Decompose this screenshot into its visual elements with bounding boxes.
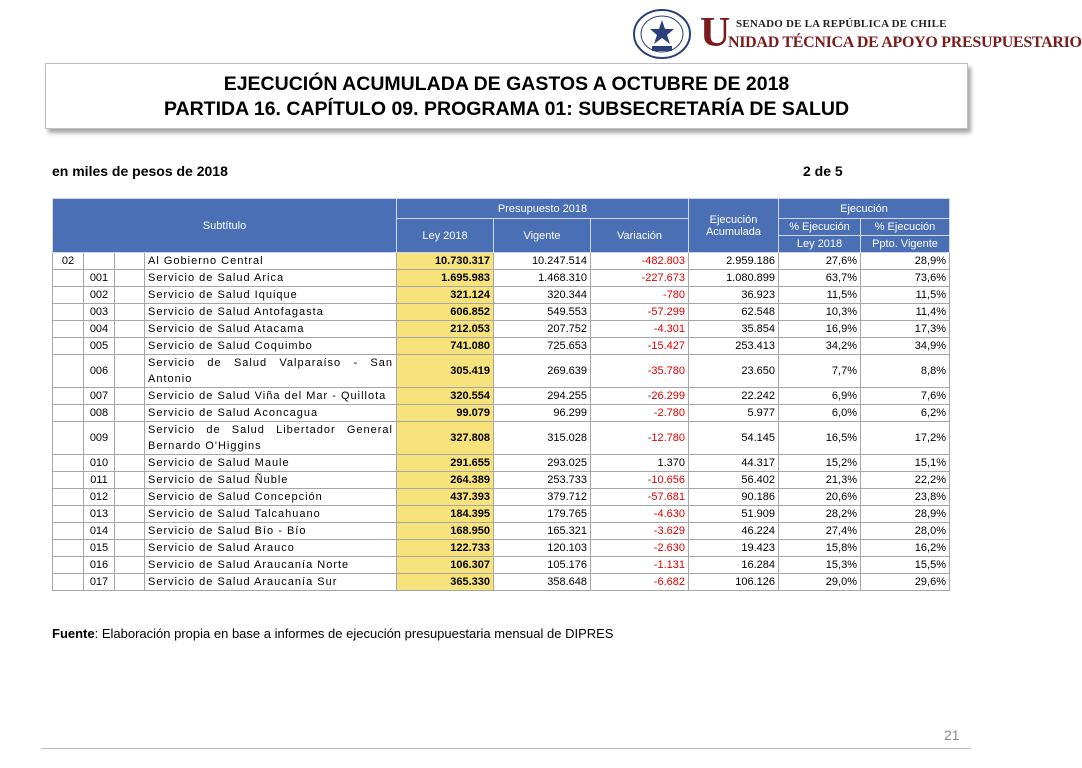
row-ejecucion: 62.548 [689, 304, 779, 321]
row-code: 010 [84, 455, 115, 472]
row-variacion: -2.780 [591, 405, 689, 422]
row-level [53, 574, 84, 591]
row-code: 008 [84, 405, 115, 422]
row-pct-vigente: 28,9% [861, 253, 950, 270]
row-pct-ley: 7,7% [779, 355, 861, 388]
row-spacer [115, 422, 145, 455]
page-subtitle: PARTIDA 16. CAPÍTULO 09. PROGRAMA 01: SUBSECRETARÍA DE SALUD [163, 98, 850, 120]
row-ejecucion: 22.242 [689, 388, 779, 405]
table-row [53, 557, 950, 574]
row-pct-vigente: 17,3% [861, 321, 950, 338]
senate-logo [632, 8, 1082, 58]
row-name: Servicio de Salud Talcahuano [145, 506, 397, 523]
row-ejecucion: 36.923 [689, 287, 779, 304]
row-ejecucion: 90.186 [689, 489, 779, 506]
row-vigente: 1.468.310 [494, 270, 591, 287]
row-level [53, 472, 84, 489]
row-pct-ley: 27,6% [779, 253, 861, 270]
row-variacion: -35.780 [591, 355, 689, 388]
row-level [53, 557, 84, 574]
row-pct-vigente: 29,6% [861, 574, 950, 591]
row-variacion: -26.299 [591, 388, 689, 405]
row-ley: 1.695.983 [397, 270, 494, 287]
row-spacer [115, 455, 145, 472]
table-row [53, 405, 950, 422]
row-ley: 212.053 [397, 321, 494, 338]
row-ejecucion: 51.909 [689, 506, 779, 523]
row-ejecucion: 44.317 [689, 455, 779, 472]
row-ejecucion: 56.402 [689, 472, 779, 489]
row-code: 004 [84, 321, 115, 338]
row-pct-ley: 15,8% [779, 540, 861, 557]
row-name: Servicio de Salud Viña del Mar - Quillota [145, 388, 397, 405]
row-spacer [115, 506, 145, 523]
budget-table [52, 198, 950, 591]
row-vigente: 105.176 [494, 557, 591, 574]
row-name: Servicio de Salud Atacama [145, 321, 397, 338]
table-row [53, 422, 950, 455]
row-variacion: -4.630 [591, 506, 689, 523]
logo-unidad-text: NIDAD TÉCNICA DE APOYO PRESUPUESTARIO [728, 34, 1082, 51]
units-label: en miles de pesos de 2018 [52, 163, 228, 179]
row-name: Servicio de Salud Bío - Bío [145, 523, 397, 540]
table-row [53, 506, 950, 523]
row-vigente: 179.765 [494, 506, 591, 523]
row-vigente: 165.321 [494, 523, 591, 540]
row-spacer [115, 253, 145, 270]
row-level: 02 [53, 253, 84, 270]
row-ejecucion: 35.854 [689, 321, 779, 338]
row-name: Servicio de Salud Aconcagua [145, 405, 397, 422]
row-code: 013 [84, 506, 115, 523]
row-pct-vigente: 11,5% [861, 287, 950, 304]
row-pct-vigente: 15,1% [861, 455, 950, 472]
row-vigente: 294.255 [494, 388, 591, 405]
table-row [53, 455, 950, 472]
row-variacion: -15.427 [591, 338, 689, 355]
page-number: 21 [944, 727, 960, 743]
row-vigente: 725.653 [494, 338, 591, 355]
row-code: 003 [84, 304, 115, 321]
row-pct-vigente: 7,6% [861, 388, 950, 405]
row-pct-ley: 21,3% [779, 472, 861, 489]
row-pct-vigente: 6,2% [861, 405, 950, 422]
row-pct-ley: 10,3% [779, 304, 861, 321]
row-vigente: 10.247.514 [494, 253, 591, 270]
table-row [53, 489, 950, 506]
row-vigente: 120.103 [494, 540, 591, 557]
row-level [53, 405, 84, 422]
row-name: Servicio de Salud Concepción [145, 489, 397, 506]
row-variacion: -57.299 [591, 304, 689, 321]
page-title: EJECUCIÓN ACUMULADA DE GASTOS A OCTUBRE DE 2018 [223, 73, 790, 95]
row-pct-vigente: 23,8% [861, 489, 950, 506]
row-ley: 321.124 [397, 287, 494, 304]
table-row [53, 523, 950, 540]
row-pct-vigente: 34,9% [861, 338, 950, 355]
row-spacer [115, 540, 145, 557]
row-spacer [115, 405, 145, 422]
row-variacion: -6.682 [591, 574, 689, 591]
row-ley: 741.080 [397, 338, 494, 355]
row-ejecucion: 253.413 [689, 338, 779, 355]
row-level [53, 388, 84, 405]
row-ejecucion: 16.284 [689, 557, 779, 574]
row-vigente: 358.648 [494, 574, 591, 591]
table-row [53, 338, 950, 355]
row-variacion: -227.673 [591, 270, 689, 287]
row-variacion: -12.780 [591, 422, 689, 455]
table-row [53, 388, 950, 405]
row-ley: 99.079 [397, 405, 494, 422]
row-variacion: -482.803 [591, 253, 689, 270]
row-ley: 437.393 [397, 489, 494, 506]
row-level [53, 422, 84, 455]
row-code: 011 [84, 472, 115, 489]
row-spacer [115, 355, 145, 388]
row-ejecucion: 5.977 [689, 405, 779, 422]
row-pct-ley: 11,5% [779, 287, 861, 304]
row-ejecucion: 46.224 [689, 523, 779, 540]
row-ejecucion: 23.650 [689, 355, 779, 388]
page-of-label: 2 de 5 [803, 163, 843, 179]
row-variacion: -780 [591, 287, 689, 304]
header-pct-ley-line1: % Ejecución [779, 219, 861, 236]
row-variacion: -4.301 [591, 321, 689, 338]
row-variacion: 1.370 [591, 455, 689, 472]
row-vigente: 379.712 [494, 489, 591, 506]
footer-divider [41, 748, 971, 749]
row-pct-ley: 20,6% [779, 489, 861, 506]
row-code: 012 [84, 489, 115, 506]
title-box [45, 63, 968, 129]
row-spacer [115, 287, 145, 304]
row-pct-ley: 27,4% [779, 523, 861, 540]
row-ley: 264.389 [397, 472, 494, 489]
row-name: Servicio de Salud Antofagasta [145, 304, 397, 321]
row-name: Servicio de Salud Maule [145, 455, 397, 472]
source-label: Fuente [52, 626, 95, 641]
header-pct-vig-line2: Ppto. Vigente [861, 236, 950, 253]
row-pct-ley: 15,2% [779, 455, 861, 472]
row-pct-vigente: 16,2% [861, 540, 950, 557]
header-ejec-acum-line1: Ejecución [709, 213, 758, 226]
row-variacion: -10.656 [591, 472, 689, 489]
source-text: : Elaboración propia en base a informes de ejecución presupuestaria mensual de DIPRES [94, 626, 614, 641]
senate-seal-icon [632, 8, 692, 60]
row-spacer [115, 489, 145, 506]
row-code: 002 [84, 287, 115, 304]
table-row [53, 355, 950, 388]
row-level [53, 455, 84, 472]
row-pct-ley: 16,5% [779, 422, 861, 455]
row-code [84, 253, 115, 270]
row-pct-ley: 6,0% [779, 405, 861, 422]
row-variacion: -3.629 [591, 523, 689, 540]
row-vigente: 207.752 [494, 321, 591, 338]
row-code: 015 [84, 540, 115, 557]
header-ley: Ley 2018 [397, 219, 494, 253]
source-note [52, 626, 613, 641]
row-ejecucion: 2.959.186 [689, 253, 779, 270]
row-vigente: 293.025 [494, 455, 591, 472]
row-level [53, 540, 84, 557]
row-name: Servicio de Salud Coquimbo [145, 338, 397, 355]
table-row [53, 304, 950, 321]
row-ejecucion: 54.145 [689, 422, 779, 455]
row-pct-vigente: 28,0% [861, 523, 950, 540]
header-pct-ley-line2: Ley 2018 [779, 236, 861, 253]
row-level [53, 338, 84, 355]
header-subtitulo: Subtítulo [53, 199, 397, 253]
row-ley: 320.554 [397, 388, 494, 405]
table-row [53, 287, 950, 304]
row-name: Servicio de Salud Valparaíso - San Antonio [145, 355, 397, 388]
row-variacion: -2.630 [591, 540, 689, 557]
row-ejecucion: 19.423 [689, 540, 779, 557]
row-code: 016 [84, 557, 115, 574]
header-variacion: Variación [591, 219, 689, 253]
row-ley: 291.655 [397, 455, 494, 472]
row-pct-ley: 6,9% [779, 388, 861, 405]
row-variacion: -57.681 [591, 489, 689, 506]
row-name: Servicio de Salud Arica [145, 270, 397, 287]
row-level [53, 304, 84, 321]
row-ley: 168.950 [397, 523, 494, 540]
row-ley: 122.733 [397, 540, 494, 557]
row-ley: 606.852 [397, 304, 494, 321]
row-vigente: 315.028 [494, 422, 591, 455]
row-spacer [115, 304, 145, 321]
row-ejecucion: 106.126 [689, 574, 779, 591]
header-ejecucion-acumulada [689, 199, 779, 253]
row-pct-vigente: 73,6% [861, 270, 950, 287]
row-pct-vigente: 17,2% [861, 422, 950, 455]
row-ley: 365.330 [397, 574, 494, 591]
row-vigente: 549.553 [494, 304, 591, 321]
row-ley: 10.730.317 [397, 253, 494, 270]
row-pct-ley: 34,2% [779, 338, 861, 355]
row-vigente: 320.344 [494, 287, 591, 304]
table-row [53, 574, 950, 591]
row-spacer [115, 523, 145, 540]
header-vigente: Vigente [494, 219, 591, 253]
row-name: Servicio de Salud Libertador General Bernardo O'Higgins [145, 422, 397, 455]
row-code: 014 [84, 523, 115, 540]
row-spacer [115, 321, 145, 338]
row-code: 017 [84, 574, 115, 591]
table-row [53, 472, 950, 489]
row-level [53, 355, 84, 388]
logo-big-letter: U [700, 10, 731, 56]
row-code: 006 [84, 355, 115, 388]
row-level [53, 489, 84, 506]
row-name: Servicio de Salud Iquique [145, 287, 397, 304]
row-spacer [115, 388, 145, 405]
row-level [53, 287, 84, 304]
row-level [53, 270, 84, 287]
row-vigente: 269.639 [494, 355, 591, 388]
header-ejec-acum-line2: Acumulada [705, 225, 762, 238]
row-spacer [115, 472, 145, 489]
table-row [53, 253, 950, 270]
header-ejecucion-group: Ejecución [779, 199, 950, 219]
table-row [53, 270, 950, 287]
row-spacer [115, 557, 145, 574]
header-pct-vig-line1: % Ejecución [861, 219, 950, 236]
row-pct-vigente: 11,4% [861, 304, 950, 321]
row-pct-ley: 29,0% [779, 574, 861, 591]
row-name: Servicio de Salud Araucanía Sur [145, 574, 397, 591]
row-vigente: 96.299 [494, 405, 591, 422]
row-pct-ley: 63,7% [779, 270, 861, 287]
table-body [53, 253, 950, 591]
row-code: 007 [84, 388, 115, 405]
row-name: Al Gobierno Central [145, 253, 397, 270]
row-pct-vigente: 8,8% [861, 355, 950, 388]
row-pct-vigente: 28,9% [861, 506, 950, 523]
row-pct-ley: 28,2% [779, 506, 861, 523]
row-vigente: 253.733 [494, 472, 591, 489]
row-ley: 184.395 [397, 506, 494, 523]
row-pct-vigente: 15,5% [861, 557, 950, 574]
row-name: Servicio de Salud Araucanía Norte [145, 557, 397, 574]
row-pct-ley: 15,3% [779, 557, 861, 574]
row-code: 001 [84, 270, 115, 287]
row-code: 005 [84, 338, 115, 355]
row-pct-ley: 16,9% [779, 321, 861, 338]
row-level [53, 523, 84, 540]
row-spacer [115, 574, 145, 591]
table-row [53, 540, 950, 557]
row-spacer [115, 338, 145, 355]
logo-senado-text: SENADO DE LA REPÚBLICA DE CHILE [736, 18, 947, 30]
row-ley: 305.419 [397, 355, 494, 388]
row-pct-vigente: 22,2% [861, 472, 950, 489]
row-code: 009 [84, 422, 115, 455]
row-level [53, 321, 84, 338]
header-presupuesto: Presupuesto 2018 [397, 199, 689, 219]
row-ejecucion: 1.080.899 [689, 270, 779, 287]
row-spacer [115, 270, 145, 287]
row-variacion: -1.131 [591, 557, 689, 574]
row-name: Servicio de Salud Arauco [145, 540, 397, 557]
table-row [53, 321, 950, 338]
row-ley: 327.808 [397, 422, 494, 455]
row-ley: 106.307 [397, 557, 494, 574]
row-name: Servicio de Salud Ñuble [145, 472, 397, 489]
row-level [53, 506, 84, 523]
